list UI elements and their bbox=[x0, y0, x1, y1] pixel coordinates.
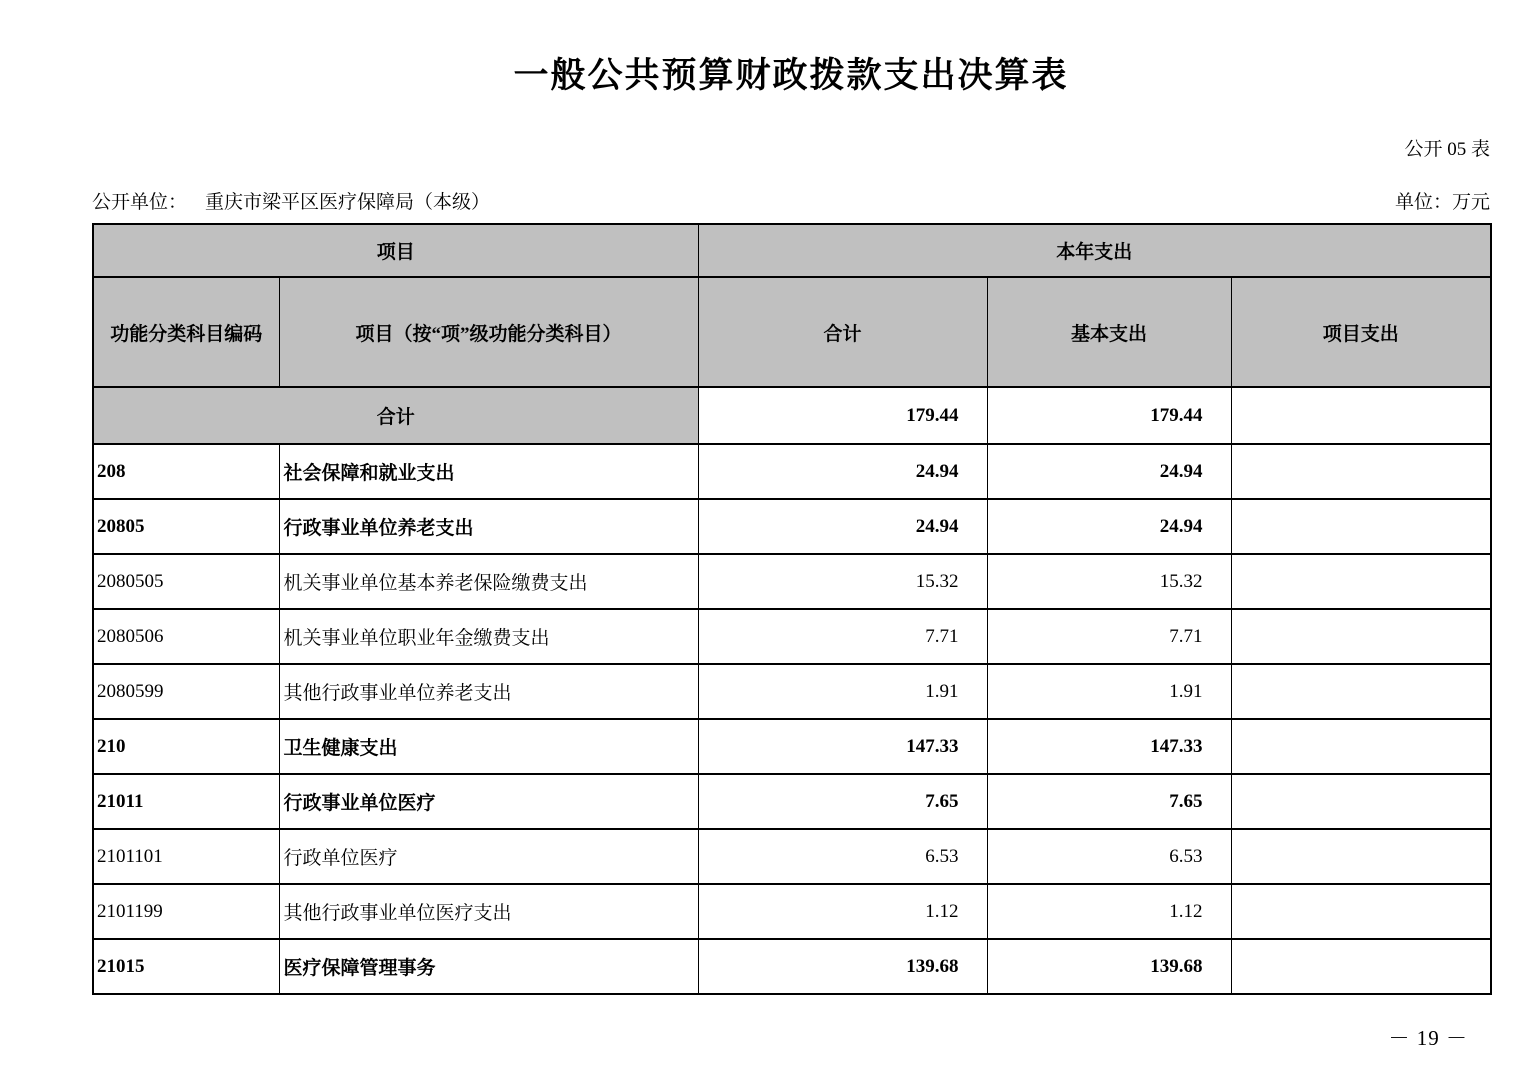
row-basic: 15.32 bbox=[987, 554, 1231, 609]
row-code: 2080506 bbox=[93, 609, 279, 664]
row-basic: 1.12 bbox=[987, 884, 1231, 939]
total-row-project bbox=[1231, 387, 1491, 444]
row-project bbox=[1231, 664, 1491, 719]
budget-table bbox=[92, 223, 1492, 995]
total-row-total: 179.44 bbox=[698, 387, 987, 444]
row-code: 2101101 bbox=[93, 829, 279, 884]
row-basic: 24.94 bbox=[987, 499, 1231, 554]
row-code: 208 bbox=[93, 444, 279, 499]
row-name: 行政事业单位养老支出 bbox=[279, 499, 698, 554]
header-col-item: 项目（按“项”级功能分类科目） bbox=[279, 277, 698, 387]
table-row bbox=[93, 664, 1491, 719]
row-basic: 6.53 bbox=[987, 829, 1231, 884]
row-basic: 147.33 bbox=[987, 719, 1231, 774]
row-name: 医疗保障管理事务 bbox=[279, 939, 698, 994]
table-row bbox=[93, 719, 1491, 774]
table-row bbox=[93, 499, 1491, 554]
table-row bbox=[93, 939, 1491, 994]
row-project bbox=[1231, 554, 1491, 609]
row-project bbox=[1231, 719, 1491, 774]
row-project bbox=[1231, 884, 1491, 939]
table-row bbox=[93, 609, 1491, 664]
header-col-project: 项目支出 bbox=[1231, 277, 1491, 387]
sheet-code: 公开 05 表 bbox=[1404, 139, 1490, 160]
row-project bbox=[1231, 939, 1491, 994]
row-code: 2080599 bbox=[93, 664, 279, 719]
row-name: 其他行政事业单位医疗支出 bbox=[279, 884, 698, 939]
row-total: 6.53 bbox=[698, 829, 987, 884]
row-total: 24.94 bbox=[698, 444, 987, 499]
table-row bbox=[93, 554, 1491, 609]
page-number: － 19 － bbox=[1388, 1026, 1468, 1050]
row-total: 147.33 bbox=[698, 719, 987, 774]
row-code: 21011 bbox=[93, 774, 279, 829]
row-total: 139.68 bbox=[698, 939, 987, 994]
row-name: 行政单位医疗 bbox=[279, 829, 698, 884]
row-code: 21015 bbox=[93, 939, 279, 994]
row-basic: 7.71 bbox=[987, 609, 1231, 664]
row-code: 2080505 bbox=[93, 554, 279, 609]
row-total: 1.12 bbox=[698, 884, 987, 939]
row-basic: 24.94 bbox=[987, 444, 1231, 499]
row-project bbox=[1231, 829, 1491, 884]
header-col-total: 合计 bbox=[698, 277, 987, 387]
row-project bbox=[1231, 444, 1491, 499]
publish-unit-label: 公开单位： bbox=[92, 192, 188, 213]
table-row bbox=[93, 884, 1491, 939]
row-total: 7.65 bbox=[698, 774, 987, 829]
row-basic: 139.68 bbox=[987, 939, 1231, 994]
header-group-item: 项目 bbox=[93, 224, 698, 277]
row-project bbox=[1231, 499, 1491, 554]
header-columns-row bbox=[93, 277, 1491, 387]
page-title: 一般公共预算财政拨款支出决算表 bbox=[513, 56, 1069, 95]
total-row-label: 合计 bbox=[93, 387, 698, 444]
header-group-current-year: 本年支出 bbox=[698, 224, 1491, 277]
row-code: 210 bbox=[93, 719, 279, 774]
document-sheet bbox=[92, 0, 1490, 995]
row-basic: 7.65 bbox=[987, 774, 1231, 829]
row-code: 20805 bbox=[93, 499, 279, 554]
row-total: 1.91 bbox=[698, 664, 987, 719]
row-name: 机关事业单位基本养老保险缴费支出 bbox=[279, 554, 698, 609]
row-name: 其他行政事业单位养老支出 bbox=[279, 664, 698, 719]
row-basic: 1.91 bbox=[987, 664, 1231, 719]
table-row bbox=[93, 774, 1491, 829]
meta-line bbox=[92, 187, 1490, 214]
row-name: 社会保障和就业支出 bbox=[279, 444, 698, 499]
total-row-basic: 179.44 bbox=[987, 387, 1231, 444]
table-row bbox=[93, 829, 1491, 884]
row-name: 行政事业单位医疗 bbox=[279, 774, 698, 829]
row-total: 7.71 bbox=[698, 609, 987, 664]
row-total: 15.32 bbox=[698, 554, 987, 609]
header-group-row bbox=[93, 224, 1491, 277]
row-name: 机关事业单位职业年金缴费支出 bbox=[279, 609, 698, 664]
row-project bbox=[1231, 609, 1491, 664]
table-row bbox=[93, 444, 1491, 499]
currency-note: 单位：万元 bbox=[1394, 192, 1490, 213]
row-project bbox=[1231, 774, 1491, 829]
row-total: 24.94 bbox=[698, 499, 987, 554]
publish-unit bbox=[92, 187, 490, 214]
publish-unit-name: 重庆市梁平区医疗保障局（本级） bbox=[205, 192, 491, 213]
total-row bbox=[93, 387, 1491, 444]
header-col-basic: 基本支出 bbox=[987, 277, 1231, 387]
row-code: 2101199 bbox=[93, 884, 279, 939]
row-name: 卫生健康支出 bbox=[279, 719, 698, 774]
header-col-code: 功能分类科目编码 bbox=[93, 277, 279, 387]
